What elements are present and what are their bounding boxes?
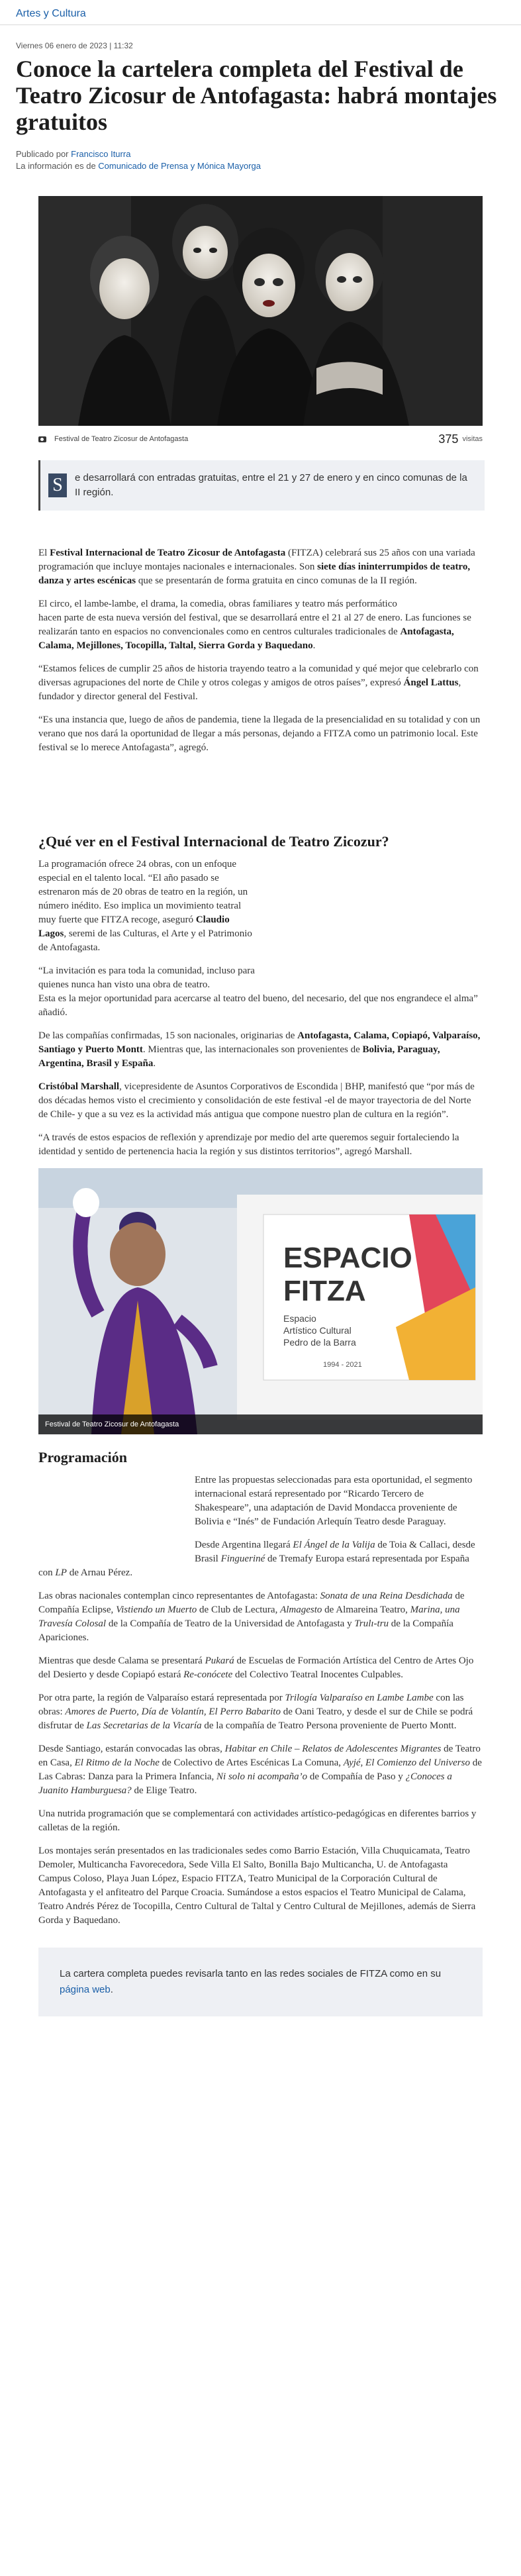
text: de Tremafy Europa estará representada por España (265, 1554, 469, 1564)
lead-text: e desarrollará con entradas gratuitas, entre el 21 y 27 de enero y en cinco comunas de la II región. (75, 472, 467, 498)
bold-text: Festival Internacional de Teatro Zicosur de Antofagasta (50, 548, 286, 558)
bold-text: Claudio Lagos (38, 915, 230, 939)
text: de Almareina Teatro, (322, 1605, 410, 1615)
hero-caption: Festival de Teatro Zicosur de Antofagasta (54, 435, 189, 443)
info-box-text: La cartera completa puedes revisarla tanto en las redes sociales de FITZA como en su (60, 1968, 442, 1979)
text: (FITZA) celebrará sus 25 años con una variada programación que incluye montajes nacionales e internacionales. Son (38, 548, 475, 572)
section-heading: ¿Qué ver en el Festival Internacional de Teatro Zicozur? (38, 833, 389, 850)
italic-text: Ayjé, El Comienzo del Universo (343, 1758, 470, 1768)
festival-image-caption: Festival de Teatro Zicosur de Antofagasta (38, 1414, 483, 1434)
italic-text: Trulı-tru (354, 1618, 389, 1629)
drop-cap: S (48, 473, 67, 497)
paragraph: Los montajes serán presentados en las tradicionales sedes como Barrio Estación, Villa Chuquicamata, Teatro Demoler, Multicancha Favorecedora, Sede Villa El Salto, Bonilla Bajo Multicancha, U. de Antofagasta Campus Coloso, Playa Juan López, Espacio FITZA, Teatro Municipal de la Corporación Cultural de Antofagasta y el anfiteatro del Parque Croacia. Sumándose a estos espacios el Teatro Municipal de Calama, Teatro Andrés Pérez de Tocopilla, Centro Cultural de Taltal y Centro Cultural de Mejillones, además de Sierra Gorda y Baquedano. (38, 1846, 476, 1926)
paragraph: Una nutrida programación que se complementará con actividades artístico-pedagógicas en diferentes barrios y calletas de la región. (38, 1808, 477, 1833)
text: de Toia & Callaci, desde Brasil (195, 1540, 475, 1564)
text: El (38, 548, 50, 558)
text: hacen parte de esta nueva versión del festival, que se desarrollará entre el 21 al 27 de enero. Las funciones se realizarán tanto en espacios no convencionales como en centros culturales tradicionales de (38, 613, 471, 637)
section-link[interactable]: Artes y Cultura (16, 8, 86, 19)
text: de Compañía Eclipse, (38, 1591, 465, 1615)
text: de Teatro en Casa, (38, 1744, 481, 1768)
italic-text: Almagesto (280, 1605, 322, 1615)
paragraph (38, 1742, 483, 1798)
text: que se presentarán de forma gratuita en cinco comunas de la II región. (136, 575, 417, 586)
sign-sub-3: Pedro de la Barra (283, 1337, 356, 1348)
italic-text: Trilogía Valparaíso en Lambe Lambe (285, 1693, 434, 1703)
paragraph (38, 611, 483, 653)
paragraph: Entre las propuestas seleccionadas para esta oportunidad, el segmento internacional estará representado por “Ricardo Tercero de Shakespeare”, una adaptación de David Mondacca proveniente de Bolivia e “Inés” de Fundación Arlequín Teatro desde Paraguay. (195, 1475, 473, 1527)
italic-text: Re-conócete (183, 1669, 233, 1680)
italic-text: Las Secretarias de la Vicaría (86, 1720, 202, 1731)
paragraph: “A través de estos espacios de reflexión y aprendizaje por medio del arte queremos seguir fortaleciendo la identidad y sentido de pertenencia hacia la región y sus distintos territorios”, agregó Marshall. (38, 1132, 459, 1157)
sign-sub-1: Espacio (283, 1313, 316, 1324)
hero-image (38, 196, 483, 426)
italic-text: Marina, una Travesía Colosal (38, 1605, 460, 1629)
paragraph (38, 1654, 483, 1682)
paragraph (38, 1691, 483, 1733)
article-body-1 (38, 546, 483, 755)
info-box (38, 1948, 483, 2016)
text: de Escuelas de Formación Artística del Centro de Artes Ojo del Desierto y desde Copiapó estará (38, 1656, 474, 1680)
bold-text: Ángel Lattus (403, 677, 459, 688)
lead-box (38, 460, 485, 511)
hero-caption-bar (38, 426, 483, 452)
paragraph (38, 858, 257, 955)
text: de la compañía de Teatro Persona proveniente de Puerto Montt. (201, 1720, 457, 1731)
byline (16, 148, 521, 172)
sign-years: 1994 - 2021 (323, 1361, 362, 1369)
text: . Mientras que, las internacionales son provenientes de (142, 1044, 363, 1055)
text: . (153, 1058, 156, 1069)
text: , vicepresidente de Asuntos Corporativos de Escondida | BHP, manifestó que “por más de dos décadas hemos visto el crecimiento y consolidación de este festival -el de mayor trayectoria de del Norte de Chile- y que a su vez es la actividad más antigua que compone nuestro plan de cultura en la región”. (38, 1081, 475, 1120)
text: De las compañías confirmadas, 15 son nacionales, originarias de (38, 1030, 298, 1041)
paragraph (38, 1589, 483, 1645)
italic-text: Pukará (205, 1656, 234, 1666)
article-title: Conoce la cartelera completa del Festival de Teatro Zicosur de Antofagasta: habrá montajes gratuitos (16, 56, 497, 135)
italic-text: El Ángel de la Valija (293, 1540, 375, 1550)
text: . (110, 1984, 113, 1995)
bold-text: siete días ininterrumpidos de teatro, danza y artes escénicas (38, 562, 471, 586)
article-body-2 (38, 834, 483, 2016)
text: Las obras nacionales contemplan cinco representantes de Antofagasta: (38, 1591, 320, 1601)
info-source-link[interactable]: Comunicado de Prensa y Mónica Mayorga (98, 161, 261, 171)
text: de Elige Teatro. (131, 1785, 197, 1796)
text: de la Compañía Apariciones. (38, 1618, 453, 1643)
author-link[interactable]: Francisco Iturra (71, 149, 131, 159)
bold-text: Antofagasta, Calama, Mejillones, Tocopilla, Taltal, Sierra Gorda y Baquedano (38, 626, 454, 651)
italic-text: Vistiendo un Muerto (116, 1605, 197, 1615)
hero-photo-illustration (38, 196, 483, 426)
paragraph (38, 662, 483, 704)
text: La programación ofrece 24 obras, con un enfoque especial en el talento local. “El año pasado se estrenaron más de 20 obras de teatro en la región, un número inédito. Eso implica un movimiento teatral muy fuerte que FITZA recoge, aseguró (38, 859, 248, 925)
text: del Colectivo Teatral Inocentes Culpables. (232, 1669, 403, 1680)
italic-text: Habitar en Chile – Relatos de Adolescentes Migrantes (224, 1744, 442, 1754)
text: con (38, 1567, 56, 1578)
bold-text: Bolivia, Paraguay, Argentina, Brasil y España (38, 1044, 440, 1069)
italic-text: Amores de Puerto, Día de Volantín, El Perro Babarito (65, 1707, 281, 1717)
text: de la Compañía de Teatro de la Universidad de Antofagasta y (106, 1618, 355, 1629)
text: . (312, 640, 316, 651)
section-heading: Programación (38, 1449, 128, 1465)
website-link[interactable]: página web (60, 1984, 111, 1995)
festival-photo-illustration (38, 1168, 483, 1434)
sign-title-1: ESPACIO (283, 1242, 412, 1274)
info-source-label: La información es de (16, 161, 99, 171)
paragraph (38, 1080, 483, 1122)
italic-text: ¿Conoces a Juanito Hamburguesa? (38, 1771, 452, 1796)
italic-text: Fingueriné (220, 1554, 265, 1564)
visits-label: visitas (462, 435, 483, 443)
text: Desde Argentina llegará (195, 1540, 293, 1550)
italic-text: El Ritmo de la Noche (74, 1758, 160, 1768)
text: de Colectivo de Artes Escénicas La Comuna, (159, 1758, 344, 1768)
text: de Arnau Pérez. (66, 1567, 133, 1578)
text: de Oani Teatro, y desde el sur de Chile se podrá disfrutar de (38, 1707, 473, 1731)
article-date: Viernes 06 enero de 2023 | 11:32 (16, 41, 133, 50)
italic-text: LP (55, 1567, 67, 1578)
text: Esta es la mejor oportunidad para acercarse al teatro del bueno, del necesario, del que nos engrandece el alma” añadió. (38, 993, 478, 1018)
paragraph (38, 964, 483, 1020)
text: “Estamos felices de cumplir 25 años de historia trayendo teatro a la comunidad y qué mejor que celebrarlo con diversas agrupaciones del norte de Chile y otros colegas y amigos de otros países”, expresó (38, 664, 479, 688)
text: Por otra parte, la región de Valparaíso estará representada por (38, 1693, 285, 1703)
text: , seremi de las Culturas, el Arte y el Patrimonio de Antofagasta. (38, 928, 252, 953)
visits-count: 375 (438, 432, 459, 446)
text: Mientras que desde Calama se presentará (38, 1656, 205, 1666)
text: con las obras: (38, 1693, 464, 1717)
italic-text: Ni solo ni acompaña’o (216, 1771, 308, 1782)
italic-text: Sonata de una Reina Desdichada (320, 1591, 453, 1601)
paragraph: El circo, el lambe-lambe, el drama, la comedia, obras familiares y teatro más performático (38, 599, 397, 609)
paragraph (38, 1538, 483, 1580)
top-bar (0, 0, 521, 25)
text: Desde Santiago, estarán convocadas las obras, (38, 1744, 225, 1754)
sign-sub-2: Artístico Cultural (283, 1325, 352, 1336)
bold-text: Antofagasta, Calama, Copiapó, Valparaíso, Santiago y Puerto Montt (38, 1030, 481, 1055)
published-by-label: Publicado por (16, 149, 71, 159)
camera-icon (38, 436, 46, 442)
paragraph: “Es una instancia que, luego de años de pandemia, tiene la llegada de la presencialidad en su totalidad y con un verano que nos dará la oportunidad de llegar a más personas, dejando a FITZA como un patrimonio local. Este festival se lo merece Antofagasta”, agregó. (38, 715, 481, 753)
festival-image (38, 1168, 483, 1434)
text: “La invitación es para toda la comunidad, incluso para quienes nunca han visto una obra de teatro. (38, 966, 255, 990)
paragraph (38, 1029, 483, 1071)
text: , fundador y director general del Festival. (38, 677, 461, 702)
text: de Compañía de Paso y (307, 1771, 406, 1782)
text: de Las Cabras: Danza para la Primera Infancia, (38, 1758, 482, 1782)
bold-text: Cristóbal Marshall (38, 1081, 120, 1092)
text: de Club de Lectura, (197, 1605, 281, 1615)
sign-title-2: FITZA (283, 1275, 366, 1307)
paragraph (38, 546, 483, 588)
